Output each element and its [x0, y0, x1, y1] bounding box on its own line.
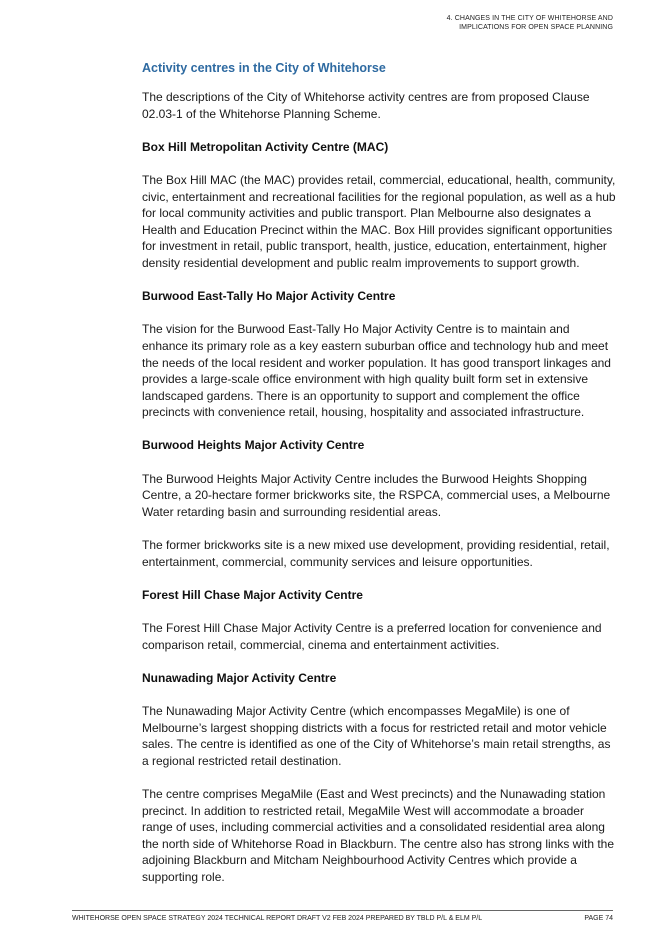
- centre-heading: Burwood Heights Major Activity Centre: [142, 438, 365, 453]
- centre-paragraph: The Burwood Heights Major Activity Centre includes the Burwood Heights Shopping Centre, a 20-hectare former brickworks site, the RSPCA, commercial uses, a Melbourne Water retarding basin and surrounding residential areas.: [142, 471, 611, 519]
- footer-divider: [72, 910, 613, 911]
- centre-heading: Forest Hill Chase Major Activity Centre: [142, 587, 363, 602]
- centre-heading: Burwood East-Tally Ho Major Activity Centre: [142, 289, 396, 304]
- centre-nunawading: [142, 670, 616, 886]
- running-header-line-1: 4. CHANGES IN THE CITY OF WHITEHORSE AND: [446, 15, 613, 22]
- running-header: [353, 15, 613, 32]
- centre-paragraph: The vision for the Burwood East-Tally Ho Major Activity Centre is to maintain and enhance its primary role as a key eastern suburban office and technology hub and meet the needs of the local resident and worker population. It has good transport linkages and provides a large-scale office environment with high quality built form set in extensive landscaped gardens. There is an opportunity to support and complement the office precincts with convenience retail, housing, hospitality and associated infrastructure.: [142, 322, 611, 420]
- centre-burwood-east-tally-ho: [142, 288, 616, 421]
- centre-burwood-heights: [142, 437, 616, 570]
- centre-heading: Nunawading Major Activity Centre: [142, 670, 337, 685]
- centre-forest-hill-chase: [142, 587, 616, 653]
- centre-paragraph: The centre comprises MegaMile (East and West precincts) and the Nunawading station precinct. In addition to restricted retail, MegaMile West will accommodate a broader range of uses, including commercial activities and a consolidated residential area along the north side of Whitehorse Road in Blackburn. The centre also has strong links with the adjoining Blackburn and Mitcham Neighbourhood Activity Centres which provide a supporting role.: [142, 786, 615, 884]
- centre-paragraph: The Nunawading Major Activity Centre (which encompasses MegaMile) is one of Melbourne’s largest shopping districts with a focus for restricted retail and motor vehicle sales. The centre is identified as one of the City of Whitehorse’s main retail strengths, as a regional restricted retail destination.: [142, 703, 611, 768]
- footer-document-info: WHITEHORSE OPEN SPACE STRATEGY 2024 TECHNICAL REPORT DRAFT V2 FEB 2024 PREPARED BY TBLD P/L & ELM P/L: [72, 915, 483, 922]
- page-number: PAGE 74: [584, 915, 613, 922]
- centre-paragraph: The Forest Hill Chase Major Activity Centre is a preferred location for convenience and comparison retail, commercial, cinema and entertainment activities.: [142, 621, 602, 652]
- section-title: Activity centres in the City of Whitehorse: [142, 61, 386, 75]
- running-header-line-2: IMPLICATIONS FOR OPEN SPACE PLANNING: [459, 23, 613, 31]
- centre-box-hill: [142, 139, 616, 272]
- centre-paragraph: The former brickworks site is a new mixed use development, providing residential, retail, entertainment, commercial, community services and leisure opportunities.: [142, 538, 610, 569]
- centre-heading: Box Hill Metropolitan Activity Centre (MAC): [142, 139, 389, 154]
- page-content: [142, 60, 616, 902]
- centre-paragraph: The Box Hill MAC (the MAC) provides retail, commercial, educational, health, community, civic, entertainment and recreational facilities for the regional population, as well as a hub for local community activities and public transport. Plan Melbourne also designates a Health and Education Precinct within the MAC. Box Hill provides significant opportunities for investment in retail, public transport, health, justice, education, entertainment, higher density residential development and public realm improvements to support growth.: [142, 172, 616, 270]
- section-intro: The descriptions of the City of Whitehorse activity centres are from proposed Clause 02.03-1 of the Whitehorse Planning Scheme.: [142, 90, 590, 121]
